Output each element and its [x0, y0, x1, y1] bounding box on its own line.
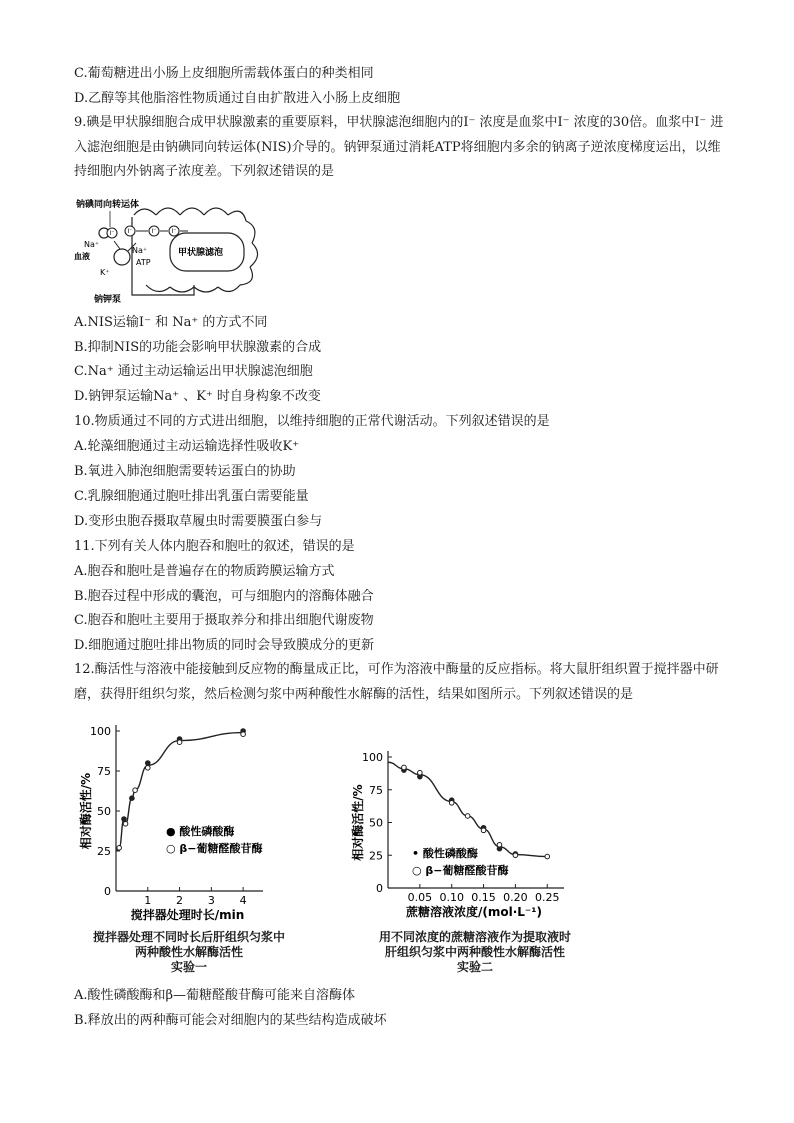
- legend-entry: ○ β−葡糖醛酸苷酶: [412, 864, 509, 877]
- caption-1-line-2: 两种酸性水解酶活性: [134, 945, 243, 959]
- pump-circle: [114, 249, 130, 265]
- iodide-3: I⁻: [151, 228, 157, 235]
- legend-entry: ○ β−葡糖醛酸苷酶: [166, 842, 263, 855]
- fit-curve: [388, 762, 547, 856]
- pump-label: 钠钾泵: [94, 295, 122, 305]
- iodide-1: I⁻: [109, 230, 115, 237]
- data-point-open: [177, 740, 182, 745]
- y-tick-label: 25: [369, 849, 383, 863]
- caption-1-line-1: 搅拌器处理不同时长后肝组织匀浆中: [92, 930, 285, 944]
- question-11-stem: 11.下列有关人体内胞吞和胞吐的叙述，错误的是: [74, 539, 355, 554]
- legend-entry: ● 酸性磷酸酶: [166, 825, 235, 838]
- caption-1: [74, 930, 304, 975]
- data-point-filled: [145, 761, 150, 766]
- follicle-label: 甲状腺滤泡: [178, 248, 224, 258]
- y-tick-label: 25: [97, 845, 111, 858]
- x-tick-label: 0.05: [407, 891, 433, 904]
- na-inside-label: Na⁺: [132, 246, 148, 255]
- question-10-option-a: A.轮藻细胞通过主动运输选择性吸收K⁺: [74, 439, 300, 454]
- data-point-open: [465, 814, 470, 819]
- experiment-1-label: 实验一: [170, 960, 207, 974]
- question-10-option-b: B.氧进入肺泡细胞需要转运蛋白的协助: [74, 464, 296, 479]
- data-point-open: [145, 766, 150, 771]
- experiment-2-label: 实验二: [456, 960, 493, 974]
- x-tick-label: 0.20: [503, 891, 528, 904]
- legend-entry: • 酸性磷酸酶: [412, 847, 478, 860]
- x-tick-label: 0.25: [535, 891, 560, 904]
- question-12-option-a: A.酸性磷酸酶和β—葡糖醛酸苷酶可能来自溶酶体: [74, 988, 356, 1003]
- data-point-open: [133, 788, 138, 793]
- question-10-option-d: D.变形虫胞吞摄取草履虫时需要膜蛋白参与: [74, 514, 323, 529]
- question-9-option-a: A.NIS运输I⁻ 和 Na⁺ 的方式不同: [74, 315, 268, 330]
- blood-label: 血液: [74, 252, 90, 261]
- caption-2-line-1: 用不同浓度的蔗糖溶液作为提取液时: [378, 930, 571, 944]
- question-10-stem: 10.物质通过不同的方式进出细胞，以维持细胞的正常代谢活动。下列叙述错误的是: [74, 414, 550, 429]
- na-outside-label: Na⁺: [84, 240, 100, 249]
- y-axis-label: 相对酶活性/%: [351, 784, 365, 861]
- question-12-option-b: B.释放出的两种酶可能会对细胞内的某些结构造成破坏: [74, 1013, 387, 1028]
- chart-experiment-2: [351, 735, 570, 930]
- chart-experiment-1: [74, 715, 284, 927]
- data-point-open: [513, 853, 518, 858]
- y-tick-label: 100: [362, 751, 383, 764]
- x-axis-label: 搅拌器处理时长/min: [130, 908, 245, 922]
- y-tick-label: 100: [90, 725, 111, 738]
- x-tick-label: 0.10: [439, 891, 464, 904]
- data-point-open: [123, 822, 128, 827]
- iodide-2: I⁻: [127, 228, 133, 235]
- iodide-circles: [107, 226, 179, 238]
- x-tick-label: 1: [144, 894, 152, 907]
- data-point-filled: [122, 817, 127, 822]
- question-11-option-b: B.胞吞过程中形成的囊泡，可与细胞内的溶酶体融合: [74, 589, 374, 604]
- data-point-open: [241, 732, 246, 737]
- x-tick-label: 3: [207, 894, 215, 907]
- question-9-option-d: D.钠钾泵运输Na⁺ 、K⁺ 时自身构象不改变: [74, 389, 321, 404]
- data-point-open: [402, 765, 407, 770]
- y-tick-label: 75: [97, 765, 111, 778]
- question-9-stem: 9.碘是甲状腺细胞合成甲状腺激素的重要原料，甲状腺滤泡细胞内的I⁻ 浓度是血浆中I⁻ 浓度的30倍。血浆中I⁻ 进入滤泡细胞是由钠碘同向转运体(NIS)介导的。钠钾泵通过消耗ATP将细胞内多余的钠离子逆浓度梯度运出，以维持细胞内外钠离子浓度差。下列叙述错误的是: [74, 115, 724, 179]
- question-9-option-b: B.抑制NIS的功能会影响甲状腺激素的合成: [74, 340, 322, 355]
- question-12-stem: 12.酶活性与溶液中能接触到反应物的酶量成正比，可作为溶液中酶量的反应指标。将大鼠肝组织置于搅拌器中研磨，获得肝组织匀浆，然后检测匀浆中两种酸性水解酶的活性，结果如图所示。下列叙述错误的是: [74, 662, 719, 702]
- x-tick-label: 0.15: [471, 891, 496, 904]
- question-11-option-d: D.细胞通过胞吐排出物质的同时会导致膜成分的更新: [74, 638, 375, 653]
- data-point-open: [418, 770, 423, 775]
- atp-label: ATP: [136, 258, 151, 267]
- y-tick-label: 50: [97, 805, 111, 818]
- x-axis-label: 蔗糖溶液浓度/(mol·L⁻¹): [405, 905, 543, 919]
- data-point-open: [449, 801, 454, 806]
- caption-2-line-2: 肝组织匀浆中两种酸性水解酶活性: [384, 945, 565, 959]
- data-point-open: [481, 828, 486, 833]
- thyroid-follicle-diagram: [74, 193, 274, 305]
- question-11-option-c: C.胞吞和胞吐主要用于摄取养分和排出细胞代谢废物: [74, 613, 374, 628]
- data-point-open: [117, 846, 122, 851]
- question-9-option-c: C.Na⁺ 通过主动运输运出甲状腺滤泡细胞: [74, 364, 313, 379]
- k-label: K⁺: [100, 268, 110, 277]
- y-tick-label: 0: [104, 885, 111, 898]
- question-11-option-a: A.胞吞和胞吐是普遍存在的物质跨膜运输方式: [74, 564, 335, 579]
- question-10-option-c: C.乳腺细胞通过胞吐排出乳蛋白需要能量: [74, 489, 309, 504]
- x-tick-label: 2: [176, 894, 184, 907]
- y-axis-label: 相对酶活性/%: [79, 772, 93, 850]
- y-tick-label: 0: [376, 882, 383, 895]
- data-point-filled: [130, 796, 135, 801]
- x-tick-label: 4: [239, 894, 247, 907]
- data-point-open: [497, 842, 502, 847]
- nis-label: 钠碘同向转运体: [76, 200, 140, 210]
- y-tick-label: 75: [369, 783, 383, 797]
- option-d-prev: D.乙醇等其他脂溶性物质通过自由扩散进入小肠上皮细胞: [74, 91, 401, 106]
- option-c-prev: C.葡萄糖进出小肠上皮细胞所需载体蛋白的种类相同: [74, 66, 374, 81]
- caption-2: [350, 930, 600, 975]
- iodide-4: I⁻: [171, 228, 177, 235]
- y-tick-label: 50: [369, 816, 383, 830]
- data-point-open: [545, 854, 550, 859]
